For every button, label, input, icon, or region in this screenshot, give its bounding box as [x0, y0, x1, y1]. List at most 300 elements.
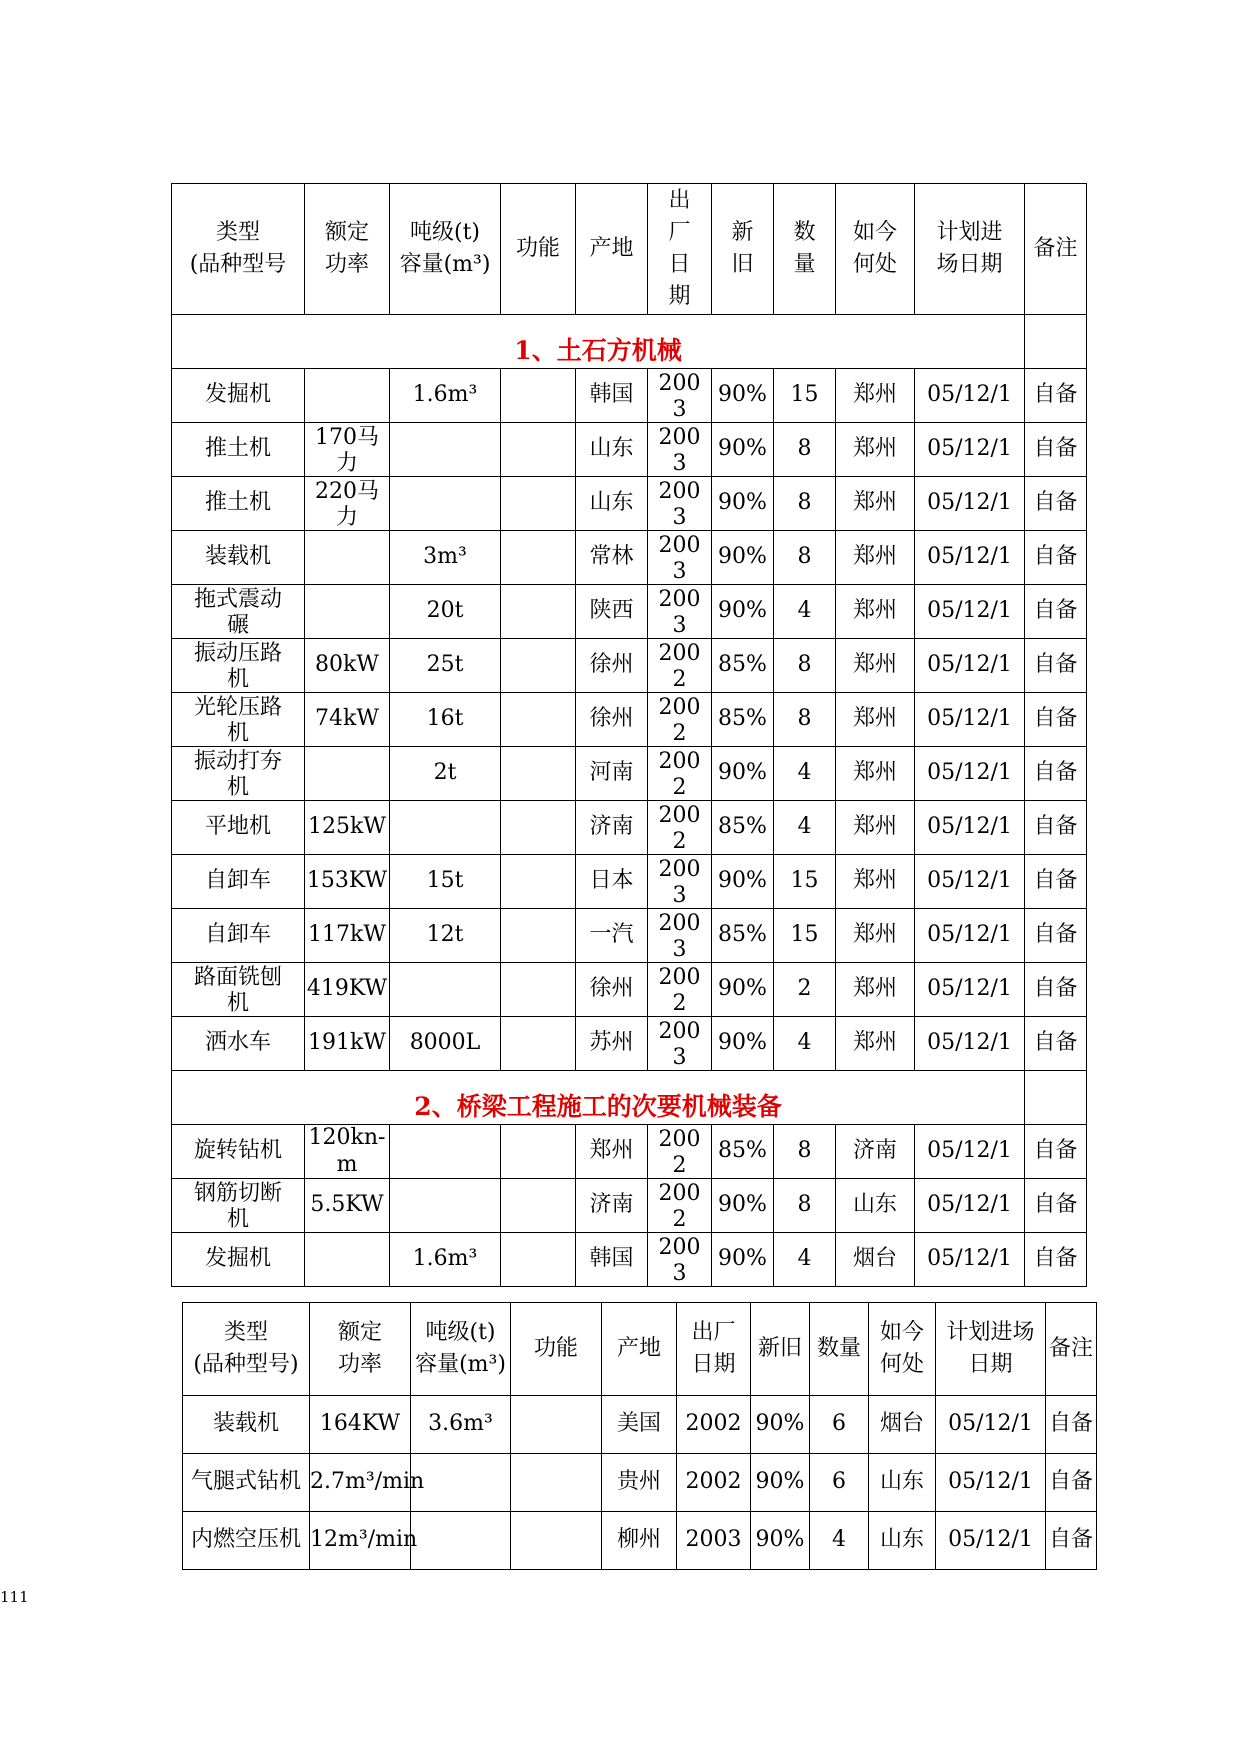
cell-text: 05/12/1: [927, 598, 1012, 624]
table-cell: [390, 639, 501, 693]
cell-text: 郑州: [852, 760, 897, 786]
table-cell: [774, 1233, 836, 1287]
cell-text: 山东: [852, 1192, 897, 1218]
cell-text: 153KW: [306, 868, 388, 894]
table-cell: [172, 639, 305, 693]
cell-text: 河南: [589, 760, 634, 786]
table-cell: [915, 477, 1025, 531]
cell-text: 80kW: [315, 652, 379, 678]
cell-text: 烟台: [852, 1246, 897, 1272]
table-cell: [390, 747, 501, 801]
table-cell: 出厂 日期: [677, 1303, 751, 1396]
table-cell: [915, 1179, 1025, 1233]
cell-text: 05/12/1: [927, 1138, 1012, 1164]
table-cell: [712, 693, 774, 747]
cell-text: 05/12/1: [927, 1192, 1012, 1218]
table-cell: [172, 585, 305, 639]
cell-text: 自备: [1033, 652, 1078, 678]
table-cell: 产地: [602, 1303, 677, 1396]
table-cell: [305, 747, 390, 801]
table-cell: [390, 531, 501, 585]
table-cell: [305, 531, 390, 585]
cell-text: 振动压路 机: [193, 641, 282, 692]
table-cell: [172, 1233, 305, 1287]
cell-text: 05/12/1: [927, 1030, 1012, 1056]
table-cell: [501, 909, 576, 963]
cell-text: 25t: [426, 652, 464, 678]
cell-text: 90%: [718, 436, 767, 462]
table-cell: [774, 369, 836, 423]
cell-text: 自备: [1048, 1469, 1093, 1495]
cell-text: 山东: [589, 490, 634, 516]
table-row: [172, 369, 1087, 423]
cell-text: 6: [832, 1411, 846, 1437]
cell-text: 85%: [718, 922, 767, 948]
cell-text: 美国: [616, 1411, 661, 1437]
table-row: [172, 531, 1087, 585]
table-cell: 备注: [1046, 1303, 1097, 1396]
table-cell: [576, 369, 648, 423]
cell-text: 发掘机: [204, 1246, 271, 1272]
cell-text: 郑州: [852, 436, 897, 462]
cell-text: 16t: [426, 706, 464, 732]
cell-text: 05/12/1: [927, 652, 1012, 678]
table-cell: [1025, 801, 1087, 855]
table-cell: [915, 747, 1025, 801]
table-cell: [1025, 1233, 1087, 1287]
table-cell: 功能: [501, 184, 576, 315]
table-cell: [172, 855, 305, 909]
cell-text: 5.5KW: [310, 1192, 384, 1218]
cell-text: 装载机: [212, 1411, 279, 1437]
table-row: [172, 1233, 1087, 1287]
table-cell: [712, 639, 774, 693]
cell-text: 郑州: [852, 706, 897, 732]
table-row: [172, 747, 1087, 801]
cell-text: 8: [797, 490, 812, 516]
table-row: [172, 639, 1087, 693]
cell-text: 200 3: [658, 857, 701, 908]
table-cell: [172, 963, 305, 1017]
table-cell: [836, 1179, 915, 1233]
table-cell: [836, 585, 915, 639]
table-cell: [751, 1512, 810, 1570]
cell-text: 苏州: [589, 1030, 634, 1056]
table-cell: [915, 1125, 1025, 1179]
cell-text: 郑州: [852, 922, 897, 948]
table-cell: [677, 1396, 751, 1454]
table-cell: [1025, 1125, 1087, 1179]
table-cell: [712, 1125, 774, 1179]
cell-text: 15: [790, 382, 819, 408]
cell-text: 郑州: [852, 652, 897, 678]
cell-text: 12t: [426, 922, 464, 948]
table-row: [172, 477, 1087, 531]
cell-text: 2: [797, 976, 812, 1002]
table-cell: [305, 963, 390, 1017]
cell-text: 推土机: [204, 490, 271, 516]
table-cell: [915, 423, 1025, 477]
table-cell: [712, 477, 774, 531]
table-cell: [677, 1454, 751, 1512]
cell-text: 4: [832, 1527, 846, 1553]
table-cell: [712, 1179, 774, 1233]
table-cell: [172, 747, 305, 801]
table-cell: [915, 1233, 1025, 1287]
cell-text: 20t: [426, 598, 464, 624]
table-cell: [712, 531, 774, 585]
table-cell: [390, 855, 501, 909]
table-cell: [648, 1179, 712, 1233]
cell-text: 郑州: [852, 868, 897, 894]
table-cell: [305, 477, 390, 531]
table-cell: 类型 (品种型号): [183, 1303, 310, 1396]
cell-text: 85%: [718, 652, 767, 678]
cell-text: 1.6m³: [412, 382, 478, 408]
table-cell: [936, 1396, 1046, 1454]
cell-text: 85%: [718, 814, 767, 840]
cell-text: 4: [797, 760, 812, 786]
table-cell: [390, 477, 501, 531]
cell-text: 柳州: [616, 1527, 661, 1553]
cell-text: 自备: [1033, 1030, 1078, 1056]
table-row: [172, 693, 1087, 747]
cell-text: 4: [797, 1246, 812, 1272]
cell-text: 旋转钻机: [193, 1138, 282, 1164]
table-cell: [1025, 909, 1087, 963]
cell-text: 拖式震动 碾: [193, 587, 282, 638]
table-cell: [774, 693, 836, 747]
table-row: [183, 1512, 1097, 1570]
table-cell: [836, 369, 915, 423]
table-cell: [501, 693, 576, 747]
cell-text: 徐州: [589, 706, 634, 732]
cell-text: 3.6m³: [428, 1411, 493, 1437]
table-cell: [305, 1017, 390, 1071]
cell-text: 05/12/1: [927, 922, 1012, 948]
section-header-row: [172, 1071, 1087, 1125]
table-cell: [390, 423, 501, 477]
table-cell: 计划进场 日期: [936, 1303, 1046, 1396]
table-cell: [576, 909, 648, 963]
cell-text: 200 2: [658, 749, 701, 800]
table-cell: [648, 747, 712, 801]
cell-text: 05/12/1: [927, 436, 1012, 462]
table-cell: [677, 1512, 751, 1570]
cell-text: 常林: [589, 544, 634, 570]
cell-text: 发掘机: [204, 382, 271, 408]
table-row: [172, 1125, 1087, 1179]
table-row: [172, 855, 1087, 909]
cell-text: 自备: [1033, 760, 1078, 786]
table-cell: [648, 585, 712, 639]
cell-text: 洒水车: [204, 1030, 271, 1056]
table-cell: [390, 1179, 501, 1233]
cell-text: 191kW: [308, 1030, 386, 1056]
table-cell: 类型 (品种型号: [172, 184, 305, 315]
cell-text: 170马 力: [315, 425, 379, 476]
table-cell: [774, 477, 836, 531]
table-cell: [774, 531, 836, 585]
cell-text: 117kW: [308, 922, 386, 948]
cell-text: 90%: [718, 490, 767, 516]
cell-text: 2002: [685, 1469, 742, 1495]
table-cell: [411, 1512, 511, 1570]
cell-text: 郑州: [852, 382, 897, 408]
cell-text: 1.6m³: [412, 1246, 478, 1272]
cell-text: 419KW: [306, 976, 388, 1002]
table-cell: [501, 369, 576, 423]
cell-text: 自备: [1033, 1138, 1078, 1164]
cell-text: 05/12/1: [948, 1411, 1033, 1437]
table-cell: [712, 585, 774, 639]
table-cell: [305, 855, 390, 909]
table-cell: [501, 639, 576, 693]
table-cell: [602, 1396, 677, 1454]
table-cell: [836, 909, 915, 963]
table-cell: [1025, 315, 1087, 369]
table-cell: [915, 585, 1025, 639]
cell-text: 光轮压路 机: [193, 695, 282, 746]
cell-text: 200 3: [658, 425, 701, 476]
table-cell: [836, 1233, 915, 1287]
table-cell: [648, 639, 712, 693]
cell-text: 烟台: [879, 1411, 924, 1437]
cell-text: 济南: [589, 1192, 634, 1218]
table-cell: [751, 1396, 810, 1454]
table-row: [172, 909, 1087, 963]
table-cell: [1046, 1512, 1097, 1570]
table-cell: [305, 1233, 390, 1287]
table-cell: [936, 1512, 1046, 1570]
table-cell: [648, 1233, 712, 1287]
cell-text: 一汽: [589, 922, 634, 948]
table-cell: [1025, 369, 1087, 423]
table-cell: 吨级(t) 容量(m³): [390, 184, 501, 315]
cell-text: 自备: [1033, 436, 1078, 462]
cell-text: 韩国: [589, 1246, 634, 1272]
cell-text: 自备: [1033, 544, 1078, 570]
cell-text: 05/12/1: [927, 706, 1012, 732]
table-cell: 数量: [810, 1303, 869, 1396]
cell-text: 2002: [685, 1411, 742, 1437]
table-cell: 吨级(t) 容量(m³): [411, 1303, 511, 1396]
section-title: 2、桥梁工程施工的次要机械装备: [172, 1071, 1025, 1125]
table-cell: [501, 1233, 576, 1287]
table-cell: [576, 477, 648, 531]
table-cell: [810, 1454, 869, 1512]
table-cell: [712, 963, 774, 1017]
table-row: [172, 801, 1087, 855]
table-row: [172, 585, 1087, 639]
table-cell: [390, 585, 501, 639]
table-cell: 新 旧: [712, 184, 774, 315]
table-row: [172, 1017, 1087, 1071]
table-cell: [172, 909, 305, 963]
table-cell: [712, 855, 774, 909]
table-cell: [774, 585, 836, 639]
cell-text: 200 3: [658, 587, 701, 638]
table-cell: [501, 1125, 576, 1179]
table-cell: [576, 1017, 648, 1071]
table-cell: [183, 1396, 310, 1454]
table-cell: [576, 531, 648, 585]
table-cell: [305, 585, 390, 639]
table-cell: [183, 1454, 310, 1512]
table-cell: [390, 1125, 501, 1179]
cell-text: 12m³/min: [310, 1527, 418, 1553]
table-cell: [305, 801, 390, 855]
table-cell: 功能: [511, 1303, 602, 1396]
cell-text: 内燃空压机: [190, 1527, 301, 1553]
cell-text: 2t: [433, 760, 457, 786]
table-cell: [390, 963, 501, 1017]
cell-text: 90%: [718, 760, 767, 786]
cell-text: 郑州: [852, 598, 897, 624]
cell-text: 85%: [718, 1138, 767, 1164]
table-cell: [774, 1179, 836, 1233]
table-cell: [576, 1233, 648, 1287]
table-cell: [648, 693, 712, 747]
cell-text: 自备: [1033, 382, 1078, 408]
cell-text: 郑州: [852, 490, 897, 516]
cell-text: 路面铣刨 机: [193, 965, 282, 1016]
cell-text: 200 3: [658, 911, 701, 962]
table-cell: [390, 909, 501, 963]
cell-text: 4: [797, 1030, 812, 1056]
cell-text: 自卸车: [204, 868, 271, 894]
cell-text: 自备: [1033, 922, 1078, 948]
table-cell: [712, 369, 774, 423]
cell-text: 05/12/1: [927, 814, 1012, 840]
table-cell: [774, 855, 836, 909]
table-cell: [305, 909, 390, 963]
cell-text: 200 2: [658, 803, 701, 854]
cell-text: 90%: [718, 544, 767, 570]
table-cell: [836, 1125, 915, 1179]
cell-text: 贵州: [616, 1469, 661, 1495]
cell-text: 自备: [1048, 1411, 1093, 1437]
table-cell: [869, 1512, 936, 1570]
table-cell: [501, 855, 576, 909]
table-cell: [869, 1396, 936, 1454]
table-cell: 额定 功率: [310, 1303, 411, 1396]
cell-text: 200 2: [658, 965, 701, 1016]
cell-text: 3m³: [423, 544, 467, 570]
table-row: [183, 1454, 1097, 1512]
table-cell: [836, 801, 915, 855]
cell-text: 8: [797, 1138, 812, 1164]
table-header-row: [183, 1303, 1097, 1396]
cell-text: 74kW: [315, 706, 379, 732]
cell-text: 200 3: [658, 533, 701, 584]
table-cell: [576, 423, 648, 477]
table-cell: [1025, 1017, 1087, 1071]
cell-text: 气腿式钻机: [190, 1469, 301, 1495]
table-cell: [751, 1454, 810, 1512]
table-cell: [183, 1512, 310, 1570]
cell-text: 徐州: [589, 976, 634, 1002]
table-cell: [411, 1454, 511, 1512]
table-cell: [576, 801, 648, 855]
table-cell: 额定 功率: [305, 184, 390, 315]
cell-text: 05/12/1: [927, 544, 1012, 570]
table-cell: [172, 423, 305, 477]
cell-text: 120kn-m: [308, 1125, 386, 1177]
table-cell: [305, 369, 390, 423]
table-cell: [501, 963, 576, 1017]
table-row: [183, 1396, 1097, 1454]
table-cell: [712, 1017, 774, 1071]
table-row: [172, 423, 1087, 477]
table-cell: [1025, 855, 1087, 909]
table-cell: [915, 909, 1025, 963]
table-cell: [648, 855, 712, 909]
cell-text: 05/12/1: [948, 1469, 1033, 1495]
table-cell: [648, 909, 712, 963]
table-cell: [305, 693, 390, 747]
table-cell: [576, 1125, 648, 1179]
table-cell: [1046, 1396, 1097, 1454]
cell-text: 自备: [1033, 976, 1078, 1002]
table-cell: [501, 1017, 576, 1071]
cell-text: 200 2: [658, 641, 701, 692]
cell-text: 90%: [718, 868, 767, 894]
cell-text: 郑州: [852, 544, 897, 570]
table-cell: [511, 1454, 602, 1512]
table-cell: [576, 963, 648, 1017]
table-cell: [836, 855, 915, 909]
table-cell: [576, 585, 648, 639]
table-cell: [1025, 477, 1087, 531]
cell-text: 90%: [755, 1411, 805, 1437]
cell-text: 山东: [879, 1527, 924, 1553]
table-cell: [648, 477, 712, 531]
table-cell: [648, 801, 712, 855]
table-cell: [836, 747, 915, 801]
cell-text: 8: [797, 706, 812, 732]
table-cell: [172, 369, 305, 423]
cell-text: 200 2: [658, 1181, 701, 1232]
table-cell: 备注: [1025, 184, 1087, 315]
cell-text: 自备: [1033, 1192, 1078, 1218]
cell-text: 陕西: [589, 598, 634, 624]
cell-text: 2.7m³/min: [310, 1469, 425, 1495]
table-cell: [310, 1512, 418, 1570]
table-cell: [774, 909, 836, 963]
cell-text: 郑州: [852, 976, 897, 1002]
table-cell: [712, 801, 774, 855]
cell-text: 自卸车: [204, 922, 271, 948]
table-cell: [501, 531, 576, 585]
cell-text: 8: [797, 544, 812, 570]
table-cell: [915, 855, 1025, 909]
table-cell: [501, 747, 576, 801]
cell-text: 郑州: [852, 814, 897, 840]
table-cell: [1025, 639, 1087, 693]
cell-text: 200 3: [658, 1235, 701, 1286]
cell-text: 山东: [589, 436, 634, 462]
cell-text: 自备: [1033, 1246, 1078, 1272]
table-cell: [915, 369, 1025, 423]
cell-text: 05/12/1: [927, 490, 1012, 516]
table-cell: [172, 1125, 305, 1179]
table-cell: [915, 693, 1025, 747]
page-number: 111: [0, 1588, 29, 1606]
cell-text: 4: [797, 814, 812, 840]
cell-text: 15: [790, 868, 819, 894]
table-cell: [576, 639, 648, 693]
